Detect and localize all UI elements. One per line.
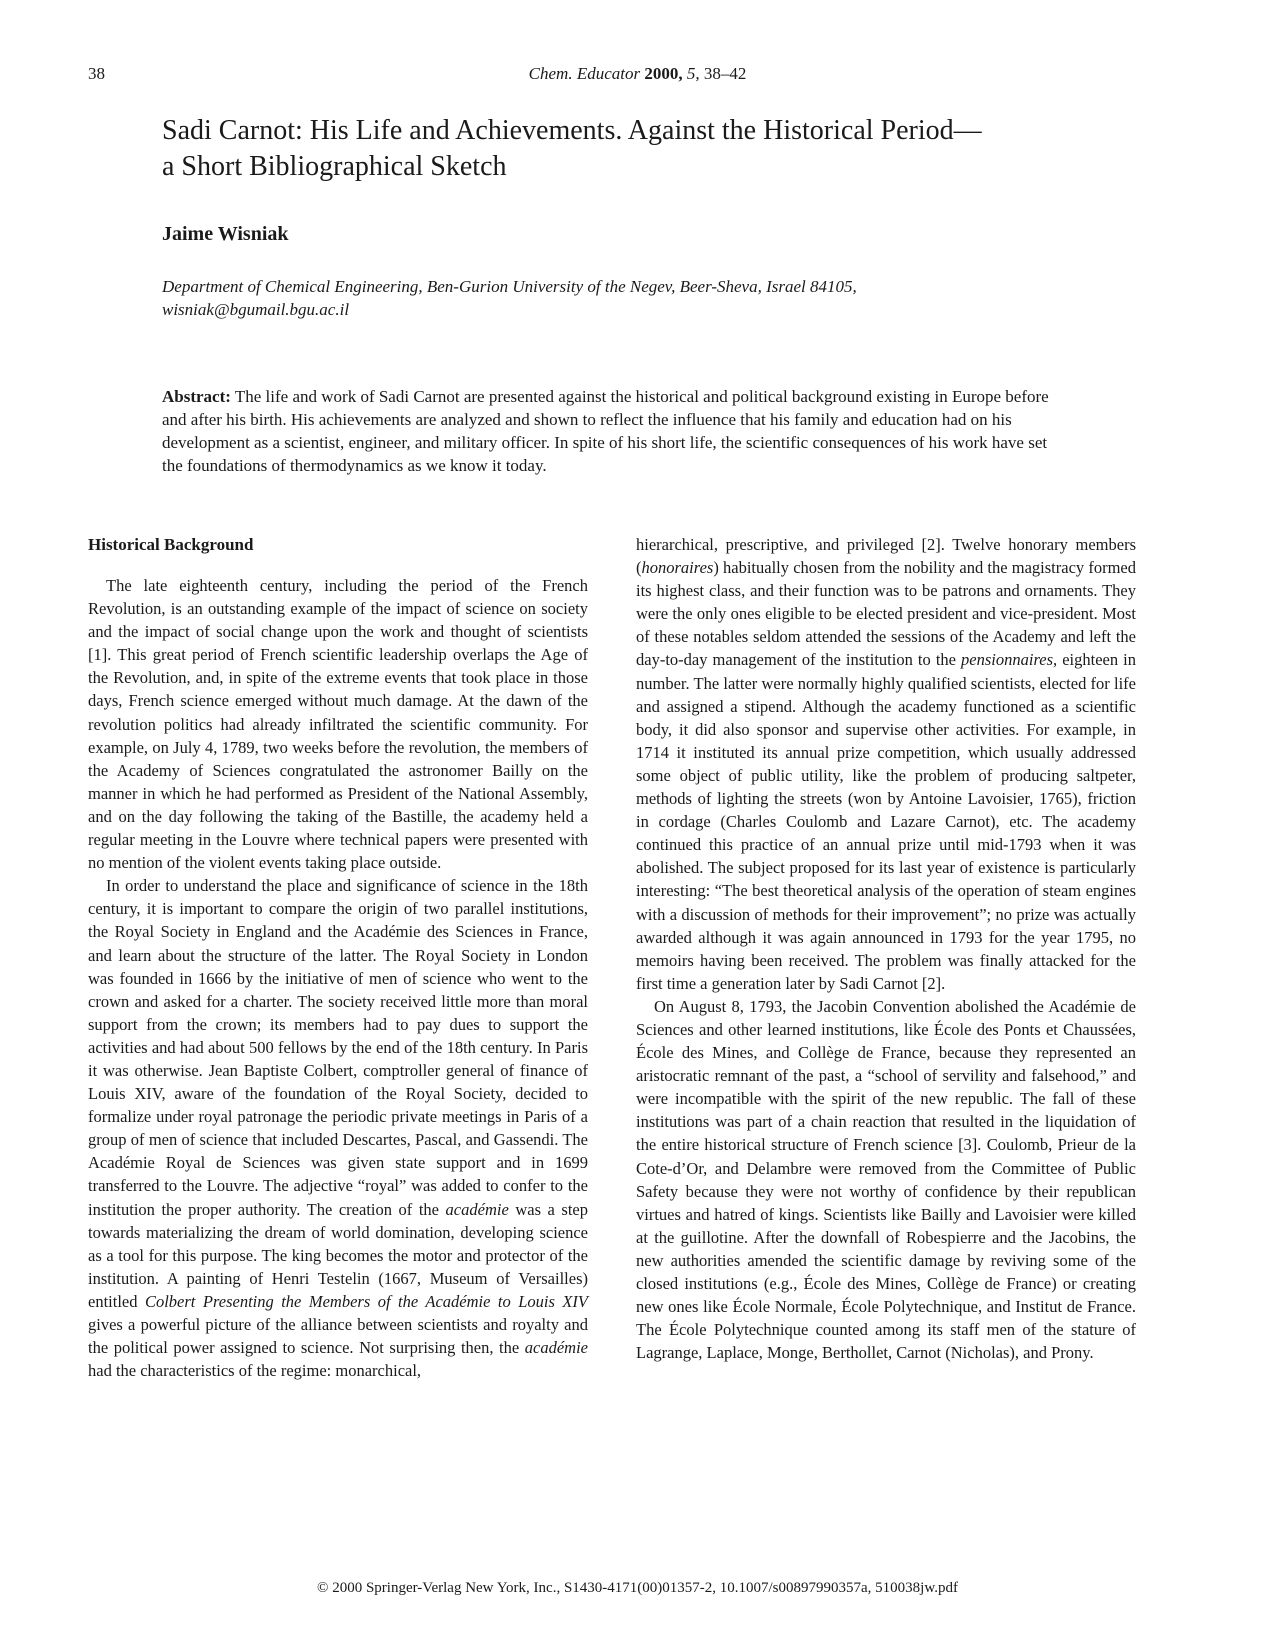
italic-text: pensionnaires, — [961, 650, 1058, 670]
italic-text: honoraires — [641, 558, 714, 578]
journal-volume: 5, — [686, 64, 700, 83]
paragraph: The late eighteenth century, including the period of the French Revolution, is an outstanding example of the impact of science on society and the impact of social change upon the work and thought of scientists [1]. This great period of French scientific leadership overlaps the Age of the Revolution, and, in spite of the extreme events that took place in those days, French science emerged without much damage. At the dawn of the revolution politics had already infiltrated the scientific community. For example, on July 4, 1789, two weeks before the revolution, the members of the Academy of Sciences congratulated the astronomer Bailly on the manner in which he had performed as President of the National Assembly, and on the day following the taking of the Bastille, the academy held a regular meeting in the Louvre where technical papers were presented with no mention of the violent events taking place outside. — [88, 576, 588, 873]
italic-text: académie — [445, 1199, 509, 1219]
abstract-text: The life and work of Sadi Carnot are presented against the historical and political background existing in Europe before and after his birth. His achievements are analyzed and shown to reflect the influence that his family and education had on his development as a scientist, engineer, and military officer. In spite of his short life, the scientific consequences of his work have set the foundations of thermodynamics as we know it today. — [162, 387, 1049, 475]
article-title — [162, 113, 1122, 185]
running-header — [0, 64, 1275, 84]
title-line-2: a Short Bibliographical Sketch — [162, 151, 507, 182]
paragraph-text: ) habitually chosen from the nobility and the magistracy formed its highest class, and their function was to be patrons and ornaments. They were the only ones eligible to be elected president and vice-president. Most of these notables seldom attended the sessions of the Academy and left the day-to-day management of the institution to the — [636, 558, 1136, 670]
affiliation — [162, 275, 1122, 321]
journal-pages: 38–42 — [703, 64, 747, 83]
copyright-footer: © 2000 Springer-Verlag New York, Inc., S1430-4171(00)01357-2, 10.1007/s00897990357a, 510038jw.pdf — [317, 1580, 958, 1596]
journal-name: Chem. Educator — [528, 64, 641, 83]
abstract — [162, 385, 1070, 477]
paragraph — [636, 533, 1136, 995]
right-column — [636, 533, 1136, 1364]
abstract-label: Abstract: — [162, 387, 231, 406]
paragraph-text: hierarchical, prescriptive, and privileged [2]. Twelve honorary members ( — [636, 535, 1136, 578]
paragraph-text: gives a powerful picture of the alliance between scientists and royalty and the political power assigned to science. Not surprising then, the — [88, 1315, 588, 1358]
italic-text: académie — [524, 1338, 588, 1358]
author-name: Jaime Wisniak — [162, 223, 289, 245]
paragraph-text: In order to understand the place and significance of science in the 18th century, it is important to compare the origin of two parallel institutions, the Royal Society in England and the Académie des Sciences in France, and learn about the structure of the latter. The Royal Society in London was founded in 1666 by the initiative of men of science who went to the crown and asked for a charter. The society received little more than moral support from the crown; its members had to pay dues to support the activities and had about 500 fellows by the end of the 18th century. In Paris it was otherwise. Jean Baptiste Colbert, comptroller general of finance of Louis XIV, aware of the foundation of the Royal Society, decided to formalize under royal patronage the periodic private meetings in Paris of a group of men of science that included Descartes, Pascal, and Gassendi. The Académie Royal de Sciences was given state support and in 1699 transferred to the Louvre. The adjective “royal” was added to confer to the institution the proper authority. The creation of the — [88, 876, 588, 1219]
paragraph: On August 8, 1793, the Jacobin Convention abolished the Académie de Sciences and other learned institutions, like École des Ponts et Chaussées, École des Mines, and Collège de France, because they represented an aristocratic remnant of the past, a “school of servility and falsehood,” and were incompatible with the spirit of the new republic. The fall of these institutions was part of a chain reaction that resulted in the liquidation of the entire historical structure of French science [3]. Coulomb, Prieur de la Cote-d’Or, and Delambre were removed from the Committee of Public Safety because they were not worthy of confidence by their republican virtues and hatred of kings. Scientists like Bailly and Lavoisier were killed at the guillotine. After the downfall of Robespierre and the Jacobins, the new authorities amended the scientific damage by reviving some of the closed institutions (e.g., École des Mines, Collège de France) or creating new ones like École Normale, École Polytechnique, and Institut de France. The École Polytechnique counted among its staff men of the stature of Lagrange, Laplace, Monge, Berthollet, Carnot (Nicholas), and Prony. — [636, 996, 1136, 1363]
left-column — [88, 533, 588, 1382]
section-heading: Historical Background — [88, 535, 254, 554]
paragraph-text: had the characteristics of the regime: monarchical, — [88, 1361, 422, 1381]
paragraph-text: was a step towards materializing the dream of world domination, developing science as a tool for this purpose. The king becomes the motor and protector of the institution. A painting of Henri Testelin (1667, Museum of Versailles) entitled — [88, 1199, 588, 1311]
painting-title: Colbert Presenting the Members of the Académie to Louis XIV — [144, 1291, 589, 1311]
paragraph-text: eighteen in number. The latter were normally highly qualified scientists, elected for life and assigned a stipend. Although the academy functioned as a scientific body, it did also sponsor and supervise other activities. For example, in 1714 it instituted its annual prize competition, which usually addressed some object of public utility, like the problem of producing saltpeter, methods of lighting the streets (won by Antoine Lavoisier, 1765), friction in cordage (Charles Coulomb and Lazare Carnot), etc. The academy continued this practice of an annual prize until mid-1793 when it was abolished. The subject proposed for its last year of existence is particularly interesting: “The best theoretical analysis of the operation of steam engines with a discussion of methods for their improvement”; no prize was actually awarded although it was again announced in 1793 for the year 1795, no memoirs having been received. The problem was finally attacked for the first time a generation later by Sadi Carnot [2]. — [636, 650, 1136, 993]
journal-year: 2000, — [644, 64, 683, 83]
paragraph — [88, 874, 588, 1382]
page-number: 38 — [88, 64, 105, 83]
affiliation-email: wisniak@bgumail.bgu.ac.il — [162, 300, 350, 319]
title-line-1: Sadi Carnot: His Life and Achievements. Against the Historical Period— — [162, 115, 982, 146]
affiliation-line-1: Department of Chemical Engineering, Ben-Gurion University of the Negev, Beer-Sheva, Israel 84105, — [162, 277, 857, 296]
